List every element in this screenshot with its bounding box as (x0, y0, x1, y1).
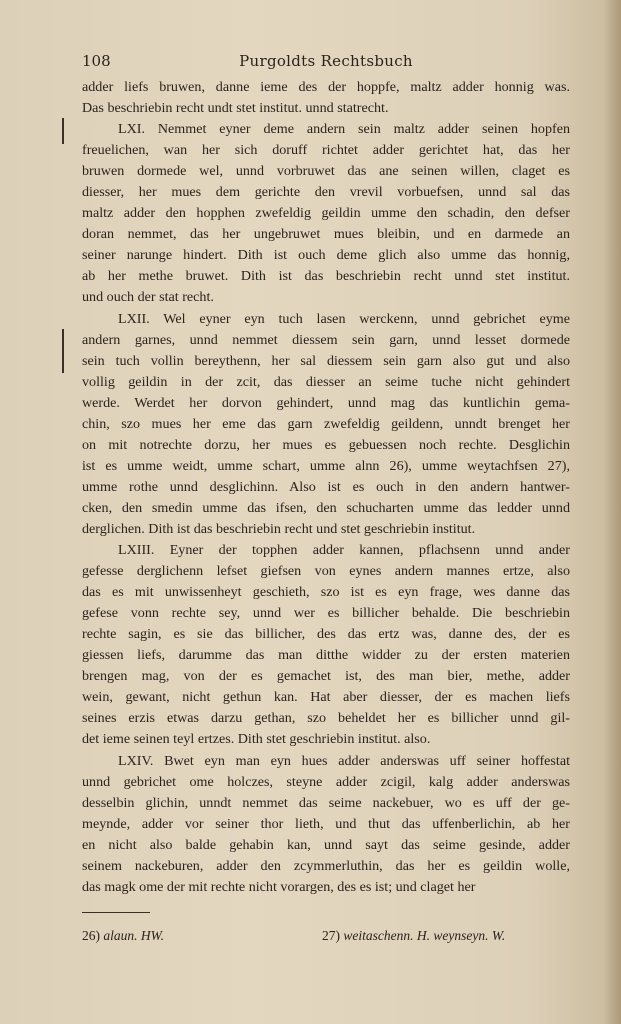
text-line: brengen mag, von der es gemachet ist, des man bier, methe, adder (82, 668, 570, 685)
footnote-27: 27) weitaschenn. H. weynseyn. W. (322, 928, 506, 943)
paragraph (82, 751, 570, 898)
text-line: derglichen. Dith ist das beschriebin recht und stet geschriebin institut. (82, 520, 476, 537)
text-line: das es mit unwissenheyt geschieth, szo ist es eyn frage, wes danne das (82, 584, 570, 601)
page-number: 108 (82, 52, 111, 70)
text-line: bruwen dormede wel, unnd vorbruwet das ane seinen willen, claget es (82, 163, 570, 180)
text-line: das magk ome der mit rechte nicht vorargen, des es ist; und claget her (82, 878, 476, 895)
text-line: LXI. Nemmet eyner deme andern sein maltz adder seinen hopfen (118, 121, 570, 138)
page-edge-shadow (603, 0, 621, 1024)
text-line: umme rothe unnd desglichinn. Also ist es ouch in den andern hantwer- (82, 478, 570, 495)
text-line: LXIV. Bwet eyn man eyn hues adder anderswas uff seiner hoffestat (118, 752, 570, 769)
text-line: desselbin glichin, unndt nemmet das seime nackebuer, wo es uff der ge- (82, 794, 570, 811)
text-line: diesser, her mues dem gerichte den vrevil vorbuefsen, unnd sal das (82, 184, 570, 201)
text-line: on mit notrechte dorzu, her mues es gebuessen noch rechte. Desglichin (82, 436, 570, 453)
running-title: Purgoldts Rechtsbuch (239, 52, 413, 70)
text-line: LXIII. Eyner der topphen adder kannen, pflachsenn unnd ander (118, 542, 570, 559)
text-line: andern garnes, unnd nemmet diessem sein garn, unnd lesset dormede (82, 331, 570, 348)
text-line: vollig geildin in der zcit, das diesser an seime tuche nicht gehindert (82, 373, 570, 390)
text-line: gefese vonn rechte sey, unnd wer es billicher behalde. Die beschriebin (82, 605, 570, 622)
text-line: wein, gewant, nicht gethun kan. Hat aber diesser, der es machen liefs (82, 689, 570, 706)
text-line: sein tuch vollin bereythenn, her sal diessem sein garn also gut und also (82, 352, 570, 369)
text-line: ist es umme weidt, umme schart, umme alnn 26), umme weytachfsen 27), (82, 457, 570, 474)
text-line: meynde, adder vor seiner thor lieth, und thut das uffenberlichin, ab her (82, 815, 570, 832)
text-line: doran nemmet, das her ungebruwet mues bleibin, und en darmede an (82, 226, 570, 243)
text-line: seinem nackeburen, adder den zcymmerluthin, das her es geildin wolle, (82, 857, 570, 874)
text-line: Das beschriebin recht undt stet institut. unnd statrecht. (82, 100, 389, 117)
footnotes (82, 928, 570, 948)
text-line: gefesse derglichenn lefset giefsen von eynes andern mannes ertze, also (82, 563, 570, 580)
paragraph (82, 77, 570, 119)
footnote-rule (82, 912, 150, 913)
paragraph (82, 540, 570, 750)
paragraph (82, 309, 570, 541)
text-line: det ieme seinen teyl ertzes. Dith stet geschriebin institut. also. (82, 731, 431, 748)
text-line: chin, szo mues her eme das garn zwefeldig geildenn, unndt brenget her (82, 415, 570, 432)
footnote-26: 26) alaun. HW. (82, 928, 165, 943)
text-line: rechte sagin, es sie das billicher, des das ertz was, danne des, der es (82, 626, 570, 643)
text-line: maltz adder den hopphen zwefeldig geildin umme den schadin, den defser (82, 205, 570, 222)
text-line: seines erzis etwas darzu gethan, szo beheldet her es billicher unnd gil- (82, 710, 570, 727)
margin-mark (62, 329, 64, 373)
text-line: adder liefs bruwen, danne ieme des der hoppfe, maltz adder honnig was. (82, 79, 570, 95)
text-line: freuelichen, wan her sich doruff richtet adder gerichtet hat, das her (82, 142, 570, 159)
text-line: ab her methe bruwet. Dith ist das beschriebin recht unnd stet institut. (82, 268, 570, 285)
text-line: werde. Werdet her dorvon gehindert, unnd mag das kuntlichin gema- (82, 394, 570, 411)
text-line: unnd gebrichet ome holczes, steyne adder zcigil, kalg adder anderswas (82, 773, 570, 790)
text-line: cken, den smedin umme das ifsen, den schucharten umme das ledder unnd (82, 499, 570, 516)
body-text (82, 77, 570, 898)
text-line: LXII. Wel eyner eyn tuch lasen werckenn, unnd gebrichet eyme (118, 310, 570, 327)
text-line: en nicht also balde gehabin kan, unnd sayt das seime gesinde, adder (82, 836, 570, 853)
text-line: giessen liefs, darumme das man ditthe widder zu der ersten materien (82, 647, 570, 664)
page-header (82, 52, 570, 72)
text-line: und ouch der stat recht. (82, 289, 214, 306)
paragraph (82, 119, 570, 308)
text-line: seiner narunge hindert. Dith ist ouch deme glich also umme das honnig, (82, 247, 570, 264)
margin-mark (62, 118, 64, 144)
